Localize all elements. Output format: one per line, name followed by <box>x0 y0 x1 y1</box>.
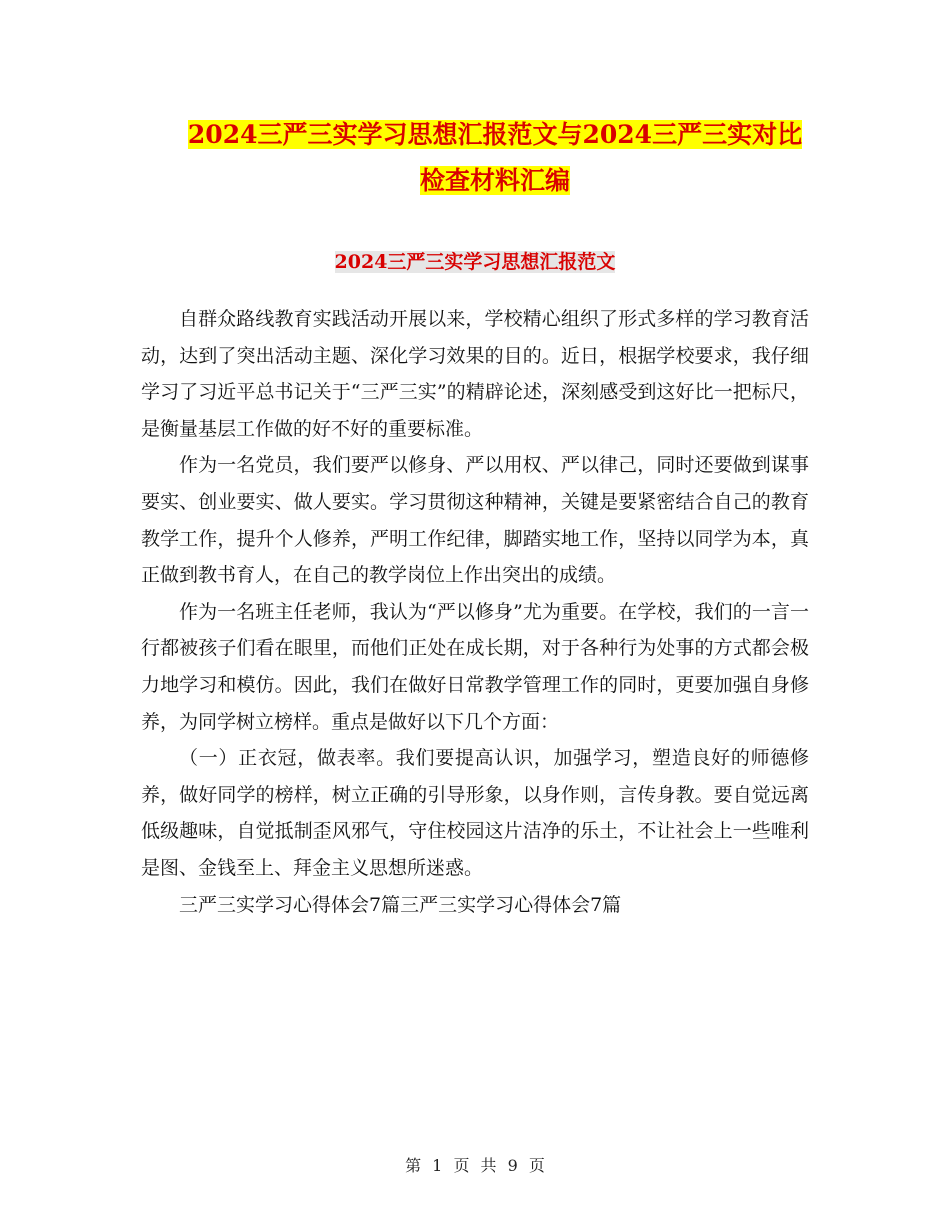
paragraph-5: 三严三实学习心得体会7篇三严三实学习心得体会7篇 <box>179 893 622 916</box>
section-title <box>140 247 810 277</box>
page-number-footer: 第 1 页 共 9 页 <box>405 1156 545 1175</box>
section-title-text: 2024三严三实学习思想汇报范文 <box>334 251 616 273</box>
document-title-line-2: 检查材料汇编 <box>419 166 570 195</box>
paragraph-2: 作为一名党员，我们要严以修身、严以用权、严以律己，同时还要做到谋事要实、创业要实、做人要实。学习贯彻这种精神，关键是要紧密结合自己的教育教学工作，提升个人修养，严明工作纪律，脚踏实地工作，坚持以同学为本，真正做到教书育人，在自己的教学岗位上作出突出的成绩。 <box>141 454 809 587</box>
paragraph-4: （一）正衣冠，做表率。我们要提高认识，加强学习，塑造良好的师德修养，做好同学的榜样，树立正确的引导形象，以身作则，言传身教。要自觉远离低级趣味，自觉抵制歪风邪气，守住校园这片洁净的乐土，不让社会上一些唯利是图、金钱至上、拜金主义思想所迷惑。 <box>141 747 809 879</box>
paragraph-1: 自群众路线教育实践活动开展以来，学校精心组织了形式多样的学习教育活动，达到了突出活动主题、深化学习效果的目的。近日，根据学校要求，我仔细学习了习近平总书记关于“三严三实”的精辟论述，深刻感受到这好比一把标尺，是衡量基层工作做的好不好的重要标准。 <box>141 308 809 440</box>
document-title <box>150 112 840 204</box>
document-body <box>141 301 809 923</box>
paragraph-3: 作为一名班主任老师，我认为“严以修身”尤为重要。在学校，我们的一言一行都被孩子们看在眼里，而他们正处在成长期，对于各种行为处事的方式都会极力地学习和模仿。因此，我们在做好日常教学管理工作的同时，更要加强自身修养，为同学树立榜样。重点是做好以下几个方面： <box>141 600 809 733</box>
document-title-line-1: 2024三严三实学习思想汇报范文与2024三严三实对比 <box>187 120 803 149</box>
